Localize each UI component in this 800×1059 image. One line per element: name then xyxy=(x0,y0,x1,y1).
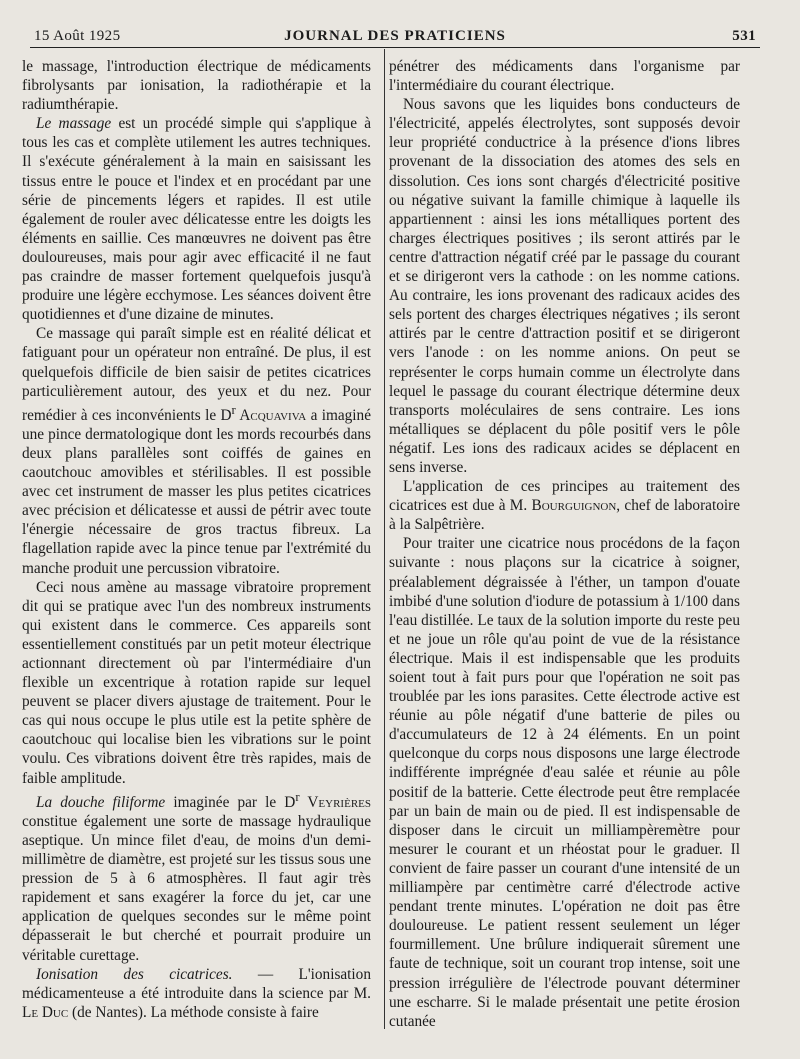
column-divider xyxy=(384,49,385,1029)
paragraph: Nous savons que les liquides bons conducteurs de l'électricité, appelés électrolytes, sont supposés devoir leur propriété conductrice à la présence d'ions libres provenant de la dissociation des atomes des sels en dissolution. Ces ions sont chargés d'électricité positive ou négative suivant la famille chimique à laquelle ils appartiennent : ainsi les ions métalliques portent des charges électriques positives ; ils seront attirés par le centre d'attraction négatif créé par le passage du courant et se dirigeront vers la cathode : on les nomme cations. Au contraire, les ions provenant des radicaux acides des sels portent des charges électriques négatives ; ils seront attirés par le centre d'attraction positif et se dirigeront vers l'anode : on les nomme anions. On peut se représenter le corps humain comme un électrolyte dans lequel le passage du courant électrique détermine deux transports moléculaires de sens contraire. Les ions métalliques se déplacent du pôle positif vers le pôle négatif. Les ions des radicaux acides se déplacent en sens inverse. xyxy=(389,96,740,476)
paragraph: pénétrer des médicaments dans l'organisme par l'intermédiaire du courant électrique. xyxy=(389,58,740,95)
paragraph: le massage, l'introduction électrique de médicaments fibrolysants par ionisation, la radiothérapie et la radiumthérapie. xyxy=(22,58,371,114)
paragraph: L'application de ces principes au traitement des cicatrices est due à M. Bourguignon, chef de laboratoire à la Salpêtrière. xyxy=(389,478,740,534)
subheading: Ionisation des cicatrices. xyxy=(36,965,233,983)
paragraph: Ceci nous amène au massage vibratoire proprement dit qui se pratique avec l'un des nombreux instruments qui existent dans le commerce. Ces appareils sont essentiellement constitués par un petit moteur électrique actionnant directement où par l'intermédiaire d'un flexible un excentrique à rotation rapide sur lequel peuvent se placer divers ajustage de traitement. Pour le cas qui nous occupe le plus utile est la petite sphère de caoutchouc qui localise bien les vibrations sur le point voulu. Ces vibrations doivent être très rapides, mais de faible amplitude. xyxy=(22,578,371,787)
paragraph-douche: La douche filiforme imaginée par le $D^r$ Veyrières constitue également une sorte de massage hydraulique aseptique. Un mince filet d'eau, de moins d'un demi-millimètre de diamètre, est projeté sur les tissus sous une pression de 5 à 6 atmosphères. Il faut agir très rapidement et sans exagérer la force du jet, car une application de quelques secondes sur le même point dépasserait le but cherché et pourrait produire un véritable curettage. xyxy=(22,789,371,964)
subheading: La douche filiforme xyxy=(36,793,166,811)
header-date: 15 Août 1925 xyxy=(34,28,121,44)
left-column xyxy=(22,57,371,1022)
paragraph: Pour traiter une cicatrice nous procédons de la façon suivante : nous plaçons sur la cicatrice à soigner, préalablement dégraissée à l'éther, un tampon d'ouate imbibé d'une solution d'iodure de potassium à 1/100 dans l'eau distillée. Le taux de la solution importe du reste peu et ne joue un rôle qu'au point de vue de la résistance électrique. Mais il est indispensable que les produits soient tout à fait purs pour que l'opération ne soit pas troublée par les ions parasites. Cette électrode active est réunie au pôle négatif d'une batterie de piles ou d'accumulateurs de 12 à 24 éléments. En un point quelconque du corps nous disposons une large électrode indifférente imprégnée d'eau salée et réunie au pôle positif de la batterie. Cette électrode peut être remplacée par un bain de main ou de pied. Il est indispensable de disposer dans le circuit un milliampèremètre pour mesurer le courant et un rhéostat pour le graduer. Il convient de faire passer un courant d'une intensité de un milliampère par centimètre carré d'électrode active pendant trente minutes. L'opération ne doit pas être douloureuse. Le patient ressent seulement un léger fourmillement. Une brûlure indiquerait sûrement une faute de technique, soit un courant trop intense, soit une pression irrégulière de l'électrode pouvant déterminer une escharre. Si le malade présentait une petite érosion cutanée xyxy=(389,535,740,1030)
author-name: Bourguignon xyxy=(531,497,617,515)
author-name: Acquaviva xyxy=(235,406,307,424)
header-page-number: 531 xyxy=(732,28,756,44)
author-name: Le Duc xyxy=(22,1003,69,1021)
paragraph-ionisation: Ionisation des cicatrices. — L'ionisation médicamenteuse a été introduite dans la science par M. Le Duc (de Nantes). La méthode consiste à faire xyxy=(22,965,371,1021)
header-journal-title: JOURNAL DES PRATICIENS xyxy=(284,28,506,44)
paragraph: Ce massage qui paraît simple est en réalité délicat et fatiguant pour un opérateur non entraîné. De plus, il est quelquefois difficile de bien saisir de petites cicatrices particulièrement autour, des yeux et du nez. Pour remédier à ces inconvénients le $D^r$ Acquaviva a imaginé une pince dermatologique dont les mords recourbés dans deux plans parallèles sont coiffés de gaines en caoutchouc amovibles et stérilisables. Il est possible avec cet instrument de masser les plus petites cicatrices avec précision et délicatesse et aussi de pétrir avec toute l'énergie nécessaire de gros tractus fibreux. La flagellation rapide avec la pince tenue par l'extrémité du manche produit une percussion vibratoire. xyxy=(22,325,371,577)
right-column xyxy=(389,57,740,1031)
author-name: Veyrières xyxy=(299,793,371,811)
header-rule xyxy=(30,47,760,48)
paragraph-massage: Le massage est un procédé simple qui s'applique à tous les cas et complète utilement les autres techniques. Il s'exécute généralement à la main en saisissant les tissus entre le pouce et l'index et en procédant par une série de pincements légers et rapides. Il est utile également de rouler avec délicatesse entre les doigts les éléments en saillie. Ces manœuvres ne doivent pas être douloureuses, mais pour agir avec efficacité il ne faut pas craindre de masser fortement quelquefois jusqu'à produire une légère ecchymose. Les séances doivent être quotidiennes et d'une dizaine de minutes. xyxy=(22,115,371,324)
subheading: Le massage xyxy=(36,115,112,133)
